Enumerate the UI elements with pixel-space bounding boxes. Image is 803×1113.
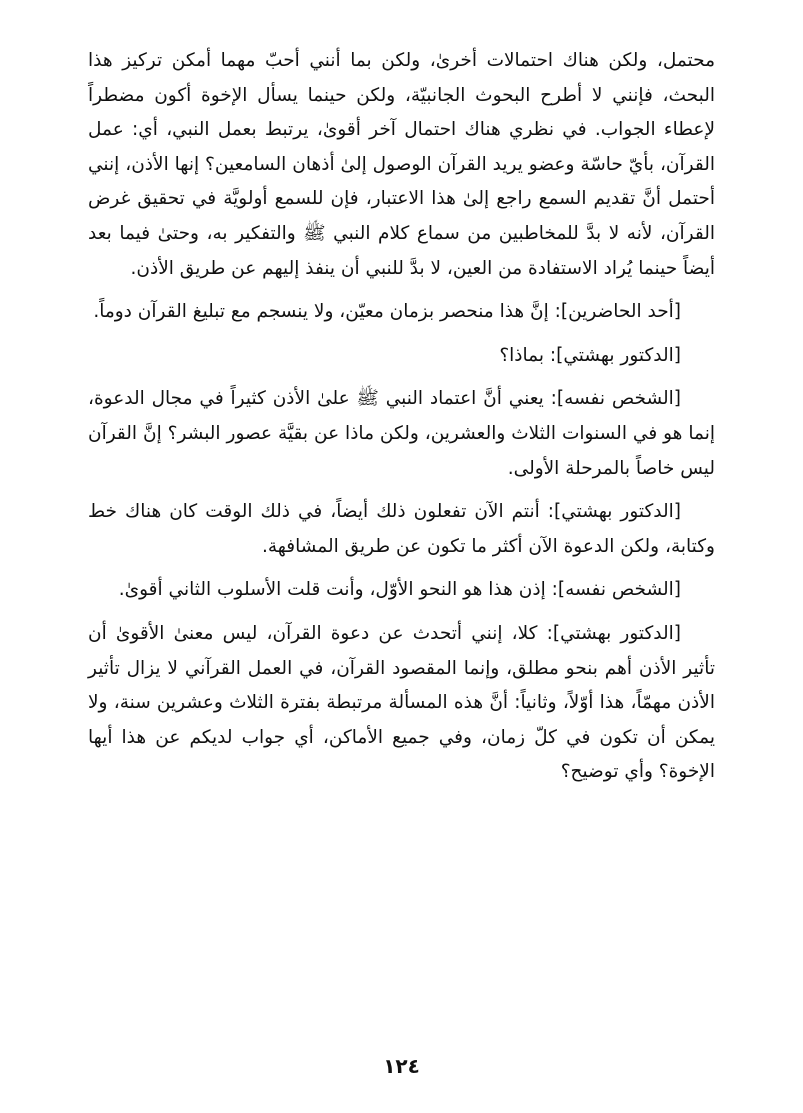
page-number: ١٢٤ (383, 1054, 420, 1078)
paragraph-4: [الشخص نفسه]: يعني أنَّ اعتماد النبي ﷺ علىٰ الأذن كثيراً في مجال الدعوة، إنما هو في السنوات الثلاث والعشرين، ولكن ماذا عن بقيَّة عصور البشر؟ إنَّ القرآن ليس خاصاً بالمرحلة الأولى. (88, 388, 715, 479)
paragraph-7: [الدكتور بهشتي]: كلا، إنني أتحدث عن دعوة القرآن، ليس معنىٰ الأقوىٰ أن تأثير الأذن أهم بنحو مطلق، وإنما المقصود القرآن، في العمل القرآني لا يزال تأثير الأذن مهمّاً، هذا أوّلاً، وثانياً: أنَّ هذه المسألة مرتبطة بفترة الثلاث وعشرين سنة، ولا يمكن أن تكون في كلّ زمان، وفي جميع الأماكن، أي جواب لديكم عن هذا أيها الإخوة؟ وأي توضيح؟ (88, 622, 715, 783)
paragraph-3: [الدكتور بهشتي]: بماذا؟ (499, 344, 681, 366)
paragraph-6: [الشخص نفسه]: إذن هذا هو النحو الأوّل، وأنت قلت الأسلوب الثاني أقوىٰ. (118, 579, 681, 601)
paragraph-2: [أحد الحاضرين]: إنَّ هذا منحصر بزمان معيّن، ولا ينسجم مع تبليغ القرآن دوماً. (93, 301, 681, 323)
page-body (88, 44, 715, 1113)
paragraph-1: محتمل، ولكن هناك احتمالات أخرىٰ، ولكن بما أنني أحبّ مهما أمكن تركيز هذا البحث، فإنني لا أطرح البحوث الجانبيّة، ولكن حينما يسأل الإخوة أكون مضطراً لإعطاء الجواب. في نظري هناك احتمال آخر أقوىٰ، يرتبط بعمل النبي، أي: عمل القرآن، بأيّ حاسّة وعضو يريد القرآن الوصول إلىٰ أذهان السامعين؟ إنها الأذن، إنني أحتمل أنَّ تقديم السمع راجع إلىٰ هذا الاعتبار، فإن للسمع أولويَّة في تحقيق غرض القرآن، لأنه لا بدَّ للمخاطبين من سماع كلام النبي ﷺ والتفكير به، وحتىٰ فيما بعد أيضاً حينما يُراد الاستفادة من العين، لا بدَّ للنبي أن ينفذ إليهم عن طريق الأذن. (88, 50, 715, 279)
paragraph-5: [الدكتور بهشتي]: أنتم الآن تفعلون ذلك أيضاً، في ذلك الوقت كان هناك خط وكتابة، ولكن الدعوة الآن أكثر ما تكون عن طريق المشافهة. (88, 501, 715, 557)
